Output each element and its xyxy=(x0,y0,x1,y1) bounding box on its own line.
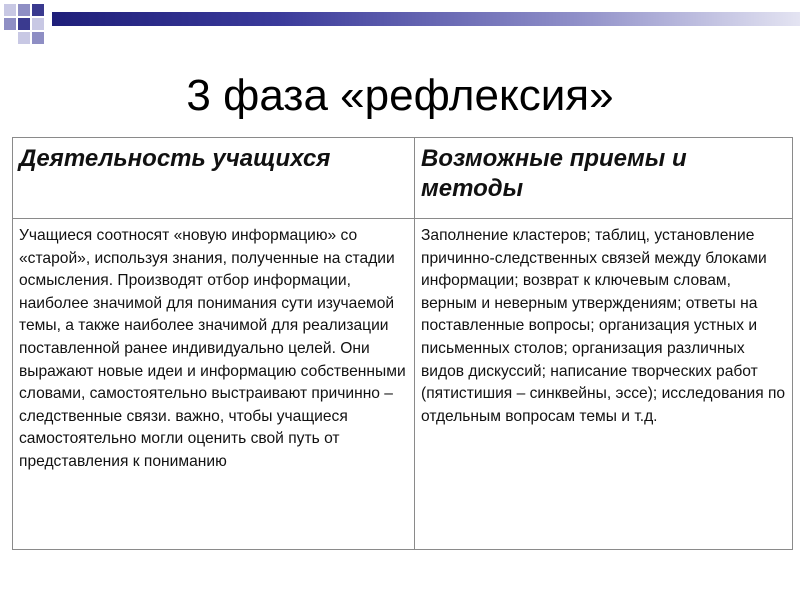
header-student-activity: Деятельность учащихся xyxy=(13,138,415,219)
cell-methods xyxy=(415,219,793,550)
student-activity-text: Учащиеся соотносят «новую информацию» со «старой», используя знания, полученные на стадии осмысления. Производят отбор информации, наиболее значимой для понимания сути изучаемой темы, а также наиболее значимой для реализации поставленной ранее индивидуально целей. Они выражают новые идеи и информацию собственными словами, самостоятельно выстраивают причинно – следственные связи. важно, чтобы учащиеся самостоятельно могли оценить свой путь от представления к пониманию xyxy=(19,227,406,470)
decor-square xyxy=(18,4,30,16)
decor-square xyxy=(4,18,16,30)
table-header-row xyxy=(13,138,793,219)
methods-text: Заполнение кластеров; таблиц, установление причинно-следственных связей между блоками информации; возврат к ключевым словам, верным и неверным утверждениям; ответы на поставленные вопросы; организация устных и письменных столов; организация различных видов дискуссий; написание творческих работ (пятистишия – синквейны, эссе); исследования по отдельным вопросам темы и т.д. xyxy=(421,227,786,425)
decor-square xyxy=(32,4,44,16)
decor-gradient-bar xyxy=(52,12,800,26)
decor-square xyxy=(32,18,44,30)
decor-square xyxy=(4,4,16,16)
decorative-header xyxy=(0,0,800,50)
decor-square xyxy=(32,32,44,44)
methods-table xyxy=(12,137,793,550)
slide-title: 3 фаза «рефлексия» xyxy=(186,71,614,120)
header-methods: Возможные приемы и методы xyxy=(415,138,793,219)
cell-student-activity xyxy=(13,219,415,550)
table-row xyxy=(13,219,793,550)
decor-square xyxy=(18,32,30,44)
decor-square xyxy=(18,18,30,30)
